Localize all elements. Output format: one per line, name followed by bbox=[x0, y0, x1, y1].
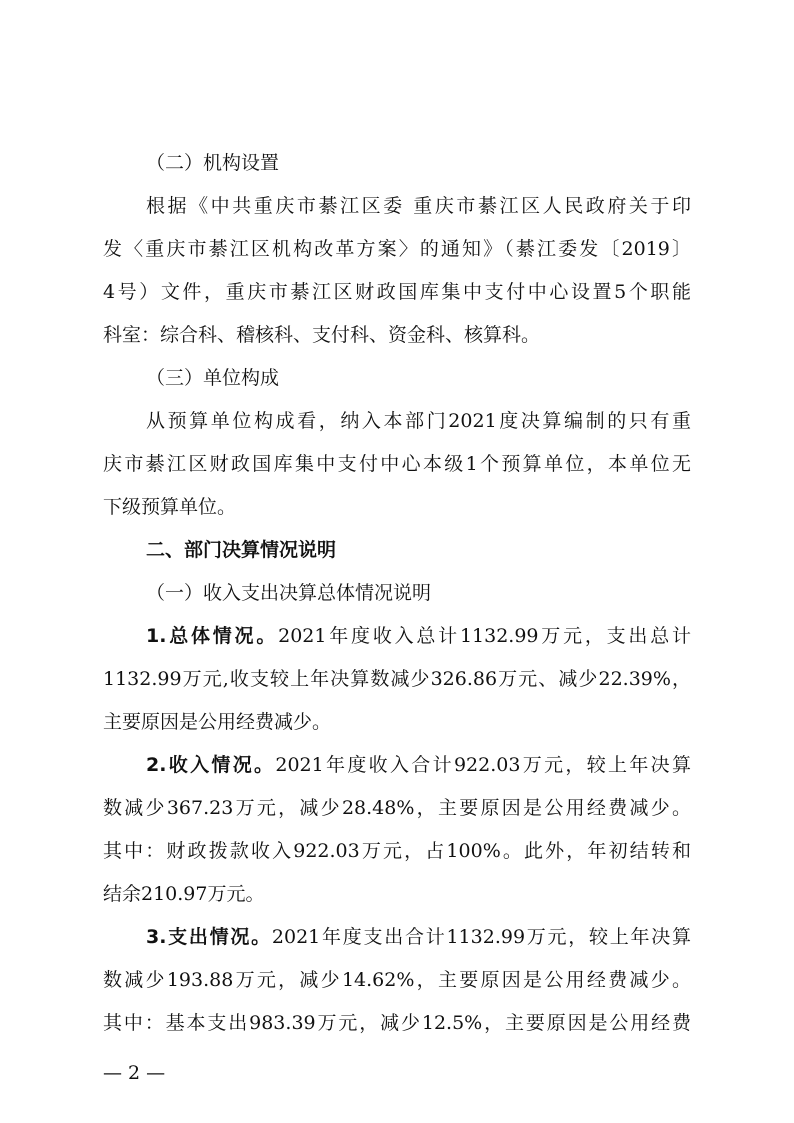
overall-paragraph-line bbox=[146, 623, 691, 649]
section-heading-org: （二）机构设置 bbox=[146, 152, 280, 174]
income-text: 2021年度收入合计922.03万元，较上年决算 bbox=[275, 754, 691, 776]
expense-text: 2021年度支出合计1132.99万元，较上年决算 bbox=[271, 926, 691, 948]
paragraph-line: 数减少193.88万元，减少14.62%，主要原因是公用经费减少。 bbox=[103, 969, 691, 991]
paragraph-line: 数减少367.23万元，减少28.48%，主要原因是公用经费减少。 bbox=[103, 797, 691, 819]
paragraph-line: 主要原因是公用经费减少。 bbox=[103, 711, 332, 733]
income-label: 2.收入情况。 bbox=[146, 754, 276, 776]
income-paragraph-line bbox=[146, 752, 691, 778]
part-two-heading: 二、部门决算情况说明 bbox=[146, 539, 337, 561]
paragraph-line: 其中：基本支出983.39万元，减少12.5%，主要原因是公用经费 bbox=[103, 1012, 691, 1034]
subsection-heading-overall: （一）收入支出决算总体情况说明 bbox=[146, 582, 432, 604]
overall-label: 1.总体情况。 bbox=[146, 625, 279, 647]
paragraph-line: 1132.99万元,收支较上年决算数减少326.86万元、减少22.39%， bbox=[103, 668, 691, 690]
paragraph-line: 发〈重庆市綦江区机构改革方案〉的通知》（綦江委发〔2019〕 bbox=[103, 238, 691, 260]
paragraph-line: 下级预算单位。 bbox=[103, 496, 237, 518]
paragraph-line: 4号）文件，重庆市綦江区财政国库集中支付中心设置5个职能 bbox=[103, 281, 691, 303]
expense-label: 3.支出情况。 bbox=[146, 926, 272, 948]
expense-paragraph-line bbox=[146, 924, 691, 950]
paragraph-line: 结余210.97万元。 bbox=[103, 883, 265, 905]
page-number: — 2 — bbox=[103, 1062, 166, 1084]
section-heading-unit: （三）单位构成 bbox=[146, 367, 280, 389]
paragraph-line: 从预算单位构成看，纳入本部门2021度决算编制的只有重 bbox=[146, 410, 691, 432]
overall-text: 2021年度收入总计1132.99万元，支出总计 bbox=[278, 625, 691, 647]
paragraph-line: 庆市綦江区财政国库集中支付中心本级1个预算单位，本单位无 bbox=[103, 453, 691, 475]
paragraph-line: 其中：财政拨款收入922.03万元，占100%。此外，年初结转和 bbox=[103, 840, 691, 862]
paragraph-line: 科室：综合科、稽核科、支付科、资金科、核算科。 bbox=[103, 324, 541, 346]
paragraph-line: 根据《中共重庆市綦江区委 重庆市綦江区人民政府关于印 bbox=[146, 195, 691, 217]
